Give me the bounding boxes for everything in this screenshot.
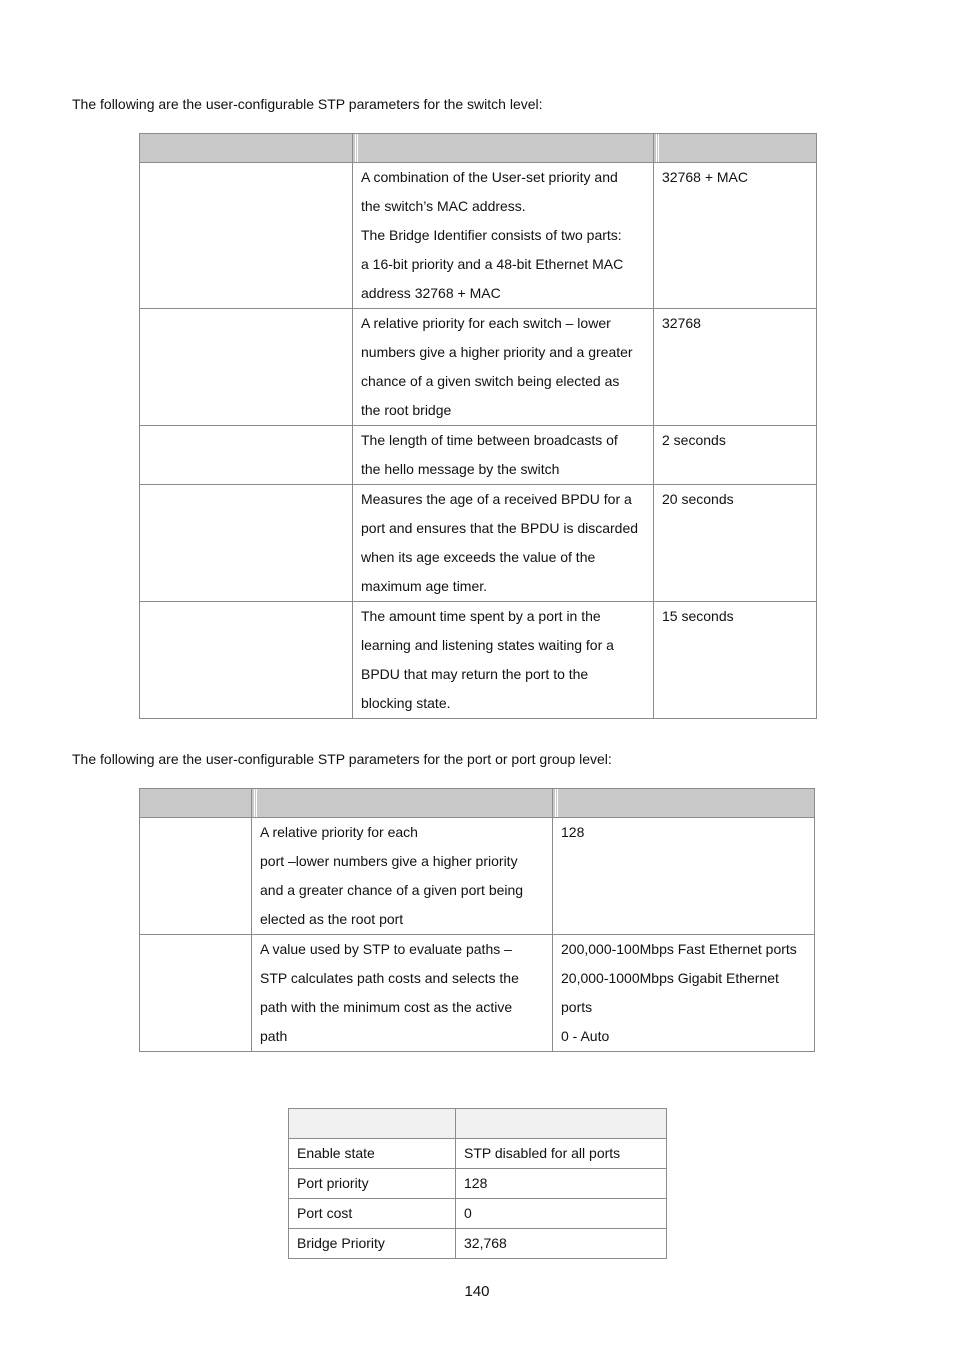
header-cell (456, 1109, 667, 1139)
setting-name-cell: Bridge Priority (289, 1229, 456, 1259)
table-row (289, 1199, 667, 1229)
table-header-row (140, 134, 817, 163)
default-cell: 32768 (654, 309, 817, 426)
header-cell (654, 134, 817, 163)
default-cell: 15 seconds (654, 602, 817, 719)
header-cell (140, 134, 353, 163)
switch-level-intro: The following are the user-configurable STP parameters for the switch level: (72, 96, 543, 112)
header-cell (553, 789, 815, 818)
table-row (140, 818, 815, 935)
table-row (140, 163, 817, 309)
description-cell: The length of time between broadcasts of the hello message by the switch (353, 426, 654, 485)
header-cell (353, 134, 654, 163)
default-cell: 2 seconds (654, 426, 817, 485)
port-level-intro: The following are the user-configurable STP parameters for the port or port group level: (72, 751, 612, 767)
param-cell (140, 485, 353, 602)
param-cell (140, 935, 252, 1052)
table-header-row (140, 789, 815, 818)
param-cell (140, 309, 353, 426)
page-number: 140 (464, 1283, 490, 1300)
header-cell (140, 789, 252, 818)
default-cell: 128 (553, 818, 815, 935)
param-cell (140, 426, 353, 485)
description-cell: A relative priority for each switch – lower numbers give a higher priority and a greater chance of a given switch being elected as the root bridge (353, 309, 654, 426)
switch-parameters-table (139, 133, 817, 719)
table-row (140, 485, 817, 602)
table-header-row (289, 1109, 667, 1139)
setting-name-cell: Port priority (289, 1169, 456, 1199)
default-cell: 200,000-100Mbps Fast Ethernet ports 20,000-1000Mbps Gigabit Ethernet ports 0 - Auto (553, 935, 815, 1052)
table-row (289, 1169, 667, 1199)
table-row (289, 1229, 667, 1259)
setting-name-cell: Enable state (289, 1139, 456, 1169)
table-row (140, 309, 817, 426)
table-row (289, 1139, 667, 1169)
default-cell: 32768 + MAC (654, 163, 817, 309)
table-row (140, 935, 815, 1052)
setting-value-cell: 32,768 (456, 1229, 667, 1259)
setting-value-cell: 128 (456, 1169, 667, 1199)
table-row (140, 602, 817, 719)
param-cell (140, 163, 353, 309)
setting-value-cell: 0 (456, 1199, 667, 1229)
header-cell (289, 1109, 456, 1139)
default-cell: 20 seconds (654, 485, 817, 602)
param-cell (140, 602, 353, 719)
description-cell: A value used by STP to evaluate paths – STP calculates path costs and selects the path with the minimum cost as the active path (252, 935, 553, 1052)
description-cell: Measures the age of a received BPDU for a port and ensures that the BPDU is discarded when its age exceeds the value of the maximum age timer. (353, 485, 654, 602)
port-parameters-table (139, 788, 815, 1052)
description-cell: A relative priority for each port –lower numbers give a higher priority and a greater chance of a given port being elected as the root port (252, 818, 553, 935)
param-cell (140, 818, 252, 935)
setting-value-cell: STP disabled for all ports (456, 1139, 667, 1169)
setting-name-cell: Port cost (289, 1199, 456, 1229)
header-cell (252, 789, 553, 818)
description-cell: The amount time spent by a port in the learning and listening states waiting for a BPDU that may return the port to the blocking state. (353, 602, 654, 719)
default-settings-table (288, 1108, 667, 1259)
table-row (140, 426, 817, 485)
description-cell: A combination of the User-set priority and the switch’s MAC address. The Bridge Identifier consists of two parts: a 16-bit priority and a 48-bit Ethernet MAC address 32768 + MAC (353, 163, 654, 309)
